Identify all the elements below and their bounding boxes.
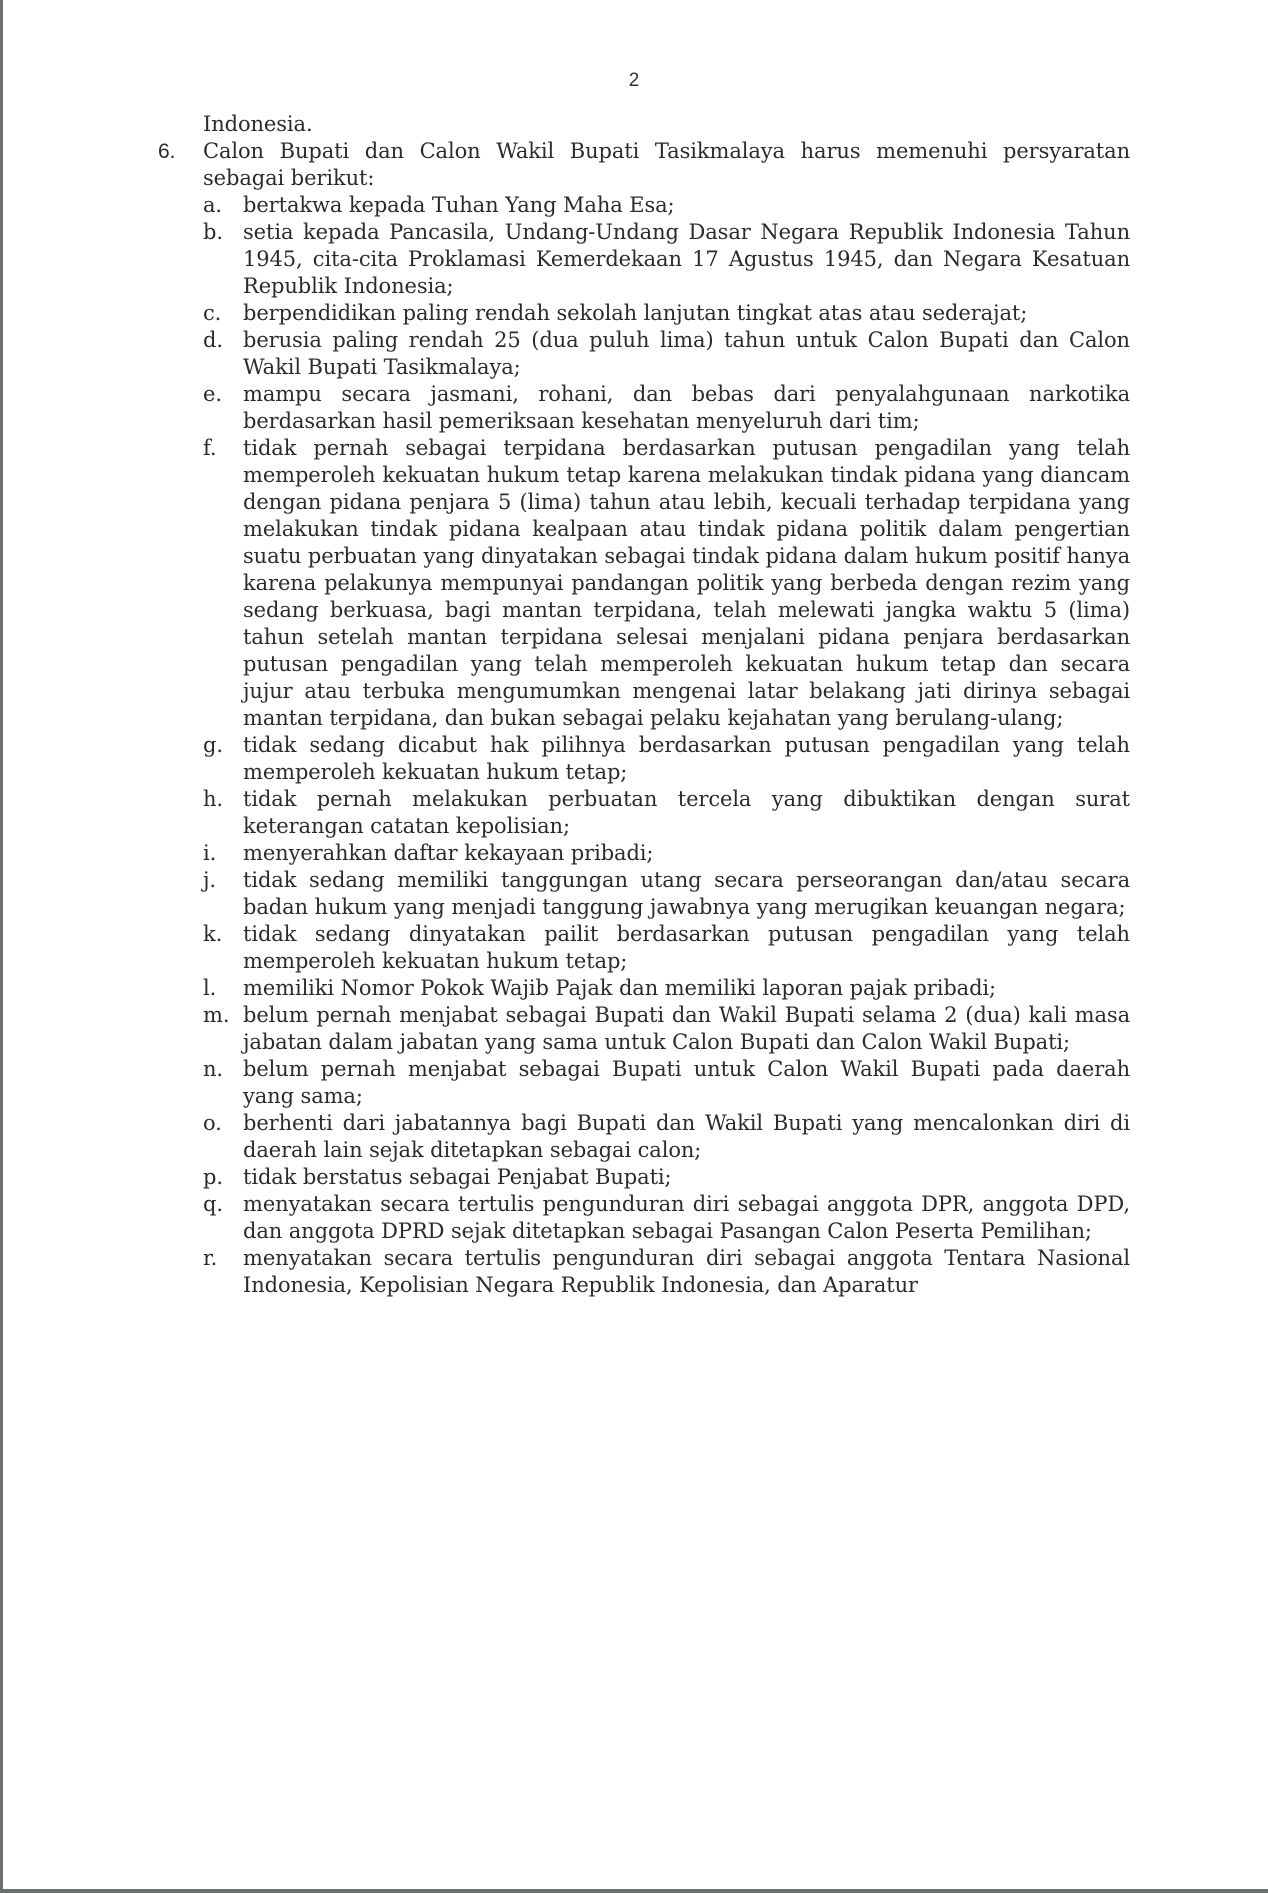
list-marker: q. (203, 1192, 223, 1216)
document-body (158, 111, 1130, 1299)
requirements-list (203, 192, 1130, 1299)
requirement-text: tidak sedang dinyatakan pailit berdasarkan putusan pengadilan yang telah memperoleh kekuatan hukum tetap; (243, 922, 1130, 973)
continuation-text: Indonesia. (203, 112, 313, 136)
list-marker: m. (203, 1003, 230, 1027)
requirement-q (203, 1191, 1130, 1245)
requirement-k (203, 921, 1130, 975)
list-marker: d. (203, 328, 223, 352)
requirement-text: menyatakan secara tertulis pengunduran diri sebagai anggota DPR, anggota DPD, dan anggota DPRD sejak ditetapkan sebagai Pasangan Calon Peserta Pemilihan; (243, 1192, 1130, 1243)
requirement-text: mampu secara jasmani, rohani, dan bebas dari penyalahgunaan narkotika berdasarkan hasil pemeriksaan kesehatan menyeluruh dari tim; (243, 382, 1130, 433)
list-marker: n. (203, 1057, 224, 1081)
requirement-text: menyerahkan daftar kekayaan pribadi; (243, 841, 654, 865)
list-marker: i. (203, 841, 217, 865)
requirement-text: bertakwa kepada Tuhan Yang Maha Esa; (243, 193, 675, 217)
requirement-h (203, 786, 1130, 840)
requirement-b (203, 219, 1130, 300)
requirement-text: belum pernah menjabat sebagai Bupati dan Wakil Bupati selama 2 (dua) kali masa jabatan dalam jabatan yang sama untuk Calon Bupati dan Calon Wakil Bupati; (243, 1003, 1130, 1054)
requirement-r (203, 1245, 1130, 1299)
requirement-text: belum pernah menjabat sebagai Bupati untuk Calon Wakil Bupati pada daerah yang sama; (243, 1057, 1130, 1108)
list-marker: b. (203, 220, 223, 244)
requirement-text: berhenti dari jabatannya bagi Bupati dan Wakil Bupati yang mencalonkan diri di daerah lain sejak ditetapkan sebagai calon; (243, 1111, 1130, 1162)
requirement-n (203, 1056, 1130, 1110)
requirement-e (203, 381, 1130, 435)
requirement-d (203, 327, 1130, 381)
page-number: 2 (628, 70, 640, 91)
item-number: 6. (158, 140, 176, 163)
list-marker: e. (203, 382, 222, 406)
requirement-m (203, 1002, 1130, 1056)
list-marker: r. (203, 1246, 218, 1270)
requirement-l (203, 975, 1130, 1002)
item-body (203, 138, 1130, 1299)
requirement-text: menyatakan secara tertulis pengunduran diri sebagai anggota Tentara Nasional Indonesia, Kepolisian Negara Republik Indonesia, dan Aparatur (243, 1246, 1130, 1297)
requirement-text: tidak sedang dicabut hak pilihnya berdasarkan putusan pengadilan yang telah memperoleh kekuatan hukum tetap; (243, 733, 1130, 784)
requirement-text: tidak berstatus sebagai Penjabat Bupati; (243, 1165, 672, 1189)
list-marker: f. (203, 436, 217, 460)
list-marker: a. (203, 193, 222, 217)
requirement-text: berpendidikan paling rendah sekolah lanjutan tingkat atas atau sederajat; (243, 301, 1028, 325)
requirement-text: memiliki Nomor Pokok Wajib Pajak dan memiliki laporan pajak pribadi; (243, 976, 997, 1000)
requirement-text: tidak pernah melakukan perbuatan tercela yang dibuktikan dengan surat keterangan catatan kepolisian; (243, 787, 1130, 838)
list-marker: o. (203, 1111, 222, 1135)
list-marker: c. (203, 301, 222, 325)
list-marker: h. (203, 787, 224, 811)
requirement-i (203, 840, 1130, 867)
list-marker: k. (203, 922, 223, 946)
requirement-c (203, 300, 1130, 327)
requirement-text: tidak sedang memiliki tanggungan utang secara perseorangan dan/atau secara badan hukum yang menjadi tanggung jawabnya yang merugikan keuangan negara; (243, 868, 1130, 919)
numbered-item-6 (158, 138, 1130, 1299)
requirement-f (203, 435, 1130, 732)
requirement-o (203, 1110, 1130, 1164)
requirement-text: tidak pernah sebagai terpidana berdasarkan putusan pengadilan yang telah memperoleh kekuatan hukum tetap karena melakukan tindak pidana yang diancam dengan pidana penjara 5 (lima) tahun atau lebih, kecuali terhadap terpidana yang melakukan tindak pidana kealpaan atau tindak pidana politik dalam pengertian suatu perbuatan yang dinyatakan sebagai tindak pidana dalam hukum positif hanya karena pelakunya mempunyai pandangan politik yang berbeda dengan rezim yang sedang berkuasa, bagi mantan terpidana, telah melewati jangka waktu 5 (lima) tahun setelah mantan terpidana selesai menjalani pidana penjara berdasarkan putusan pengadilan yang telah memperoleh kekuatan hukum tetap dan secara jujur atau terbuka mengumumkan mengenai latar belakang jati dirinya sebagai mantan terpidana, dan bukan sebagai pelaku kejahatan yang berulang-ulang; (243, 436, 1130, 730)
requirement-g (203, 732, 1130, 786)
list-marker: p. (203, 1165, 223, 1189)
list-marker: l. (203, 976, 217, 1000)
requirement-text: setia kepada Pancasila, Undang-Undang Dasar Negara Republik Indonesia Tahun 1945, cita-cita Proklamasi Kemerdekaan 17 Agustus 1945, dan Negara Kesatuan Republik Indonesia; (243, 220, 1130, 298)
requirement-j (203, 867, 1130, 921)
list-marker: j. (203, 868, 216, 892)
requirement-text: berusia paling rendah 25 (dua puluh lima) tahun untuk Calon Bupati dan Calon Wakil Bupati Tasikmalaya; (243, 328, 1130, 379)
item-intro-text: Calon Bupati dan Calon Wakil Bupati Tasikmalaya harus memenuhi persyaratan sebagai berikut: (203, 139, 1130, 190)
list-marker: g. (203, 733, 223, 757)
requirement-p (203, 1164, 1130, 1191)
requirement-a (203, 192, 1130, 219)
